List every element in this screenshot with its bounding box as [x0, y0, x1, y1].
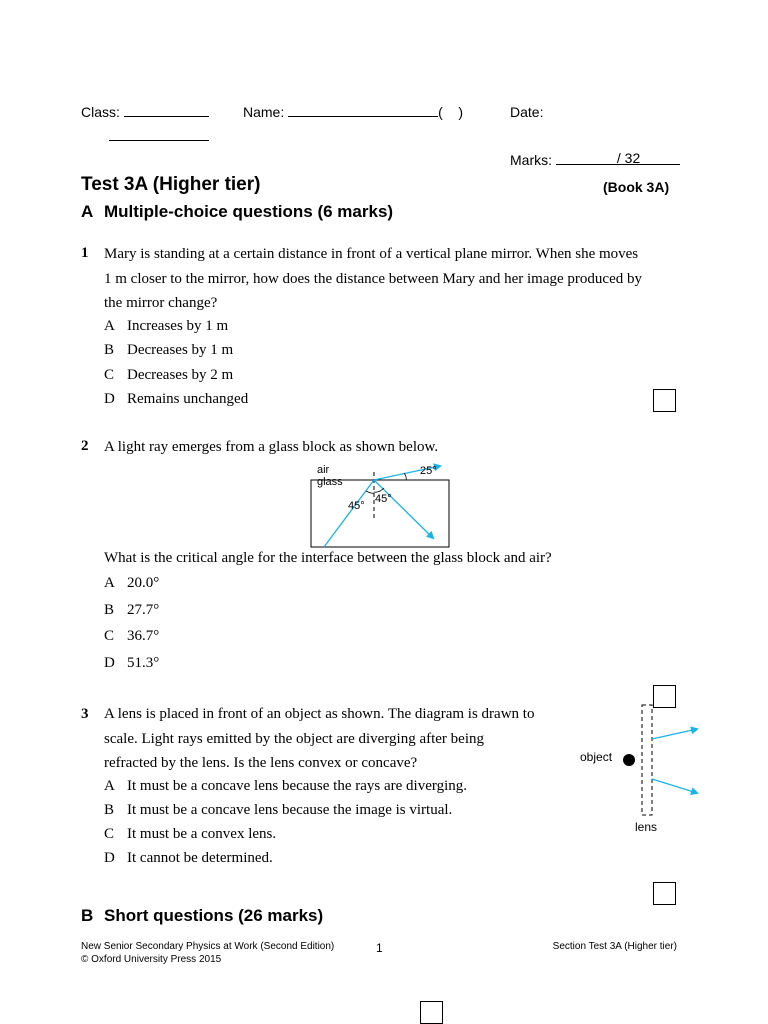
question-1-text [104, 242, 684, 316]
option-letter: D [104, 850, 115, 866]
marks-label: Marks: [510, 152, 552, 168]
option-text: Decreases by 2 m [127, 367, 234, 383]
incident-ray [324, 480, 374, 547]
question-3-answer-box[interactable] [653, 882, 676, 905]
marks-total: / 32 [616, 150, 641, 166]
option-letter: B [104, 342, 115, 358]
object-dot [623, 754, 635, 766]
air-label: air [317, 464, 330, 476]
diverging-ray-upper [652, 729, 697, 739]
angle-left-label: 45° [348, 500, 365, 512]
question-2-option-b [104, 602, 159, 619]
marks-field [510, 152, 680, 168]
question-1-answer-box[interactable] [653, 389, 676, 412]
option-letter: C [104, 367, 115, 383]
question-3-number: 3 [81, 706, 89, 722]
class-blank [124, 104, 209, 117]
section-a-letter: A [81, 202, 94, 221]
diverging-ray-lower [652, 779, 697, 793]
option-letter: B [104, 602, 115, 618]
option-text: 20.0° [127, 575, 160, 591]
question-2-option-d [104, 655, 159, 672]
question-3-option-a [104, 778, 467, 795]
question-1-option-c [104, 367, 233, 384]
date-label: Date: [510, 104, 544, 120]
question-1-option-b [104, 342, 233, 359]
question-text-line: refracted by the lens. Is the lens convex or concave? [104, 755, 418, 771]
option-letter: D [104, 391, 115, 407]
question-1-option-a [104, 318, 228, 335]
glass-label: glass [317, 476, 343, 488]
option-text: It must be a concave lens because the rays are diverging. [127, 778, 468, 794]
question-1-number: 1 [81, 245, 89, 261]
option-text: Remains unchanged [127, 391, 249, 407]
bottom-answer-box[interactable] [420, 1001, 443, 1024]
option-text: It must be a concave lens because the image is virtual. [127, 802, 453, 818]
question-3-option-b [104, 802, 452, 819]
footer-left [81, 940, 334, 966]
option-letter: A [104, 318, 115, 334]
option-text: It cannot be determined. [127, 850, 273, 866]
class-blank-continued [109, 128, 209, 141]
class-label: Class: [81, 104, 120, 120]
option-letter: D [104, 655, 115, 671]
question-2-option-c [104, 628, 159, 645]
option-text: It must be a convex lens. [127, 826, 277, 842]
section-a-heading [81, 202, 393, 222]
angle-arc-top [404, 473, 406, 480]
option-letter: A [104, 778, 115, 794]
question-3-option-c [104, 826, 276, 843]
option-text: Increases by 1 m [127, 318, 229, 334]
class-field [81, 104, 209, 120]
angle-arc-left [366, 491, 374, 493]
page-title: Test 3A (Higher tier) [81, 174, 261, 195]
question-2-prompt: What is the critical angle for the interface between the glass block and air? [104, 550, 552, 566]
name-blank [288, 104, 438, 117]
name-field [243, 104, 463, 120]
option-text: Decreases by 1 m [127, 342, 234, 358]
object-label: object [580, 750, 613, 764]
footer-right: Section Test 3A (Higher tier) [552, 941, 677, 952]
name-label: Name: [243, 104, 285, 120]
class-number-bracket: ( ) [438, 104, 464, 120]
section-b-heading [81, 906, 323, 926]
angle-top-label: 25° [420, 465, 437, 477]
question-text-line: Mary is standing at a certain distance in front of a vertical plane mirror. When she moves [104, 246, 639, 262]
question-3-text [104, 702, 534, 776]
section-a-title: Multiple-choice questions (6 marks) [104, 202, 394, 221]
page-number: 1 [376, 941, 383, 955]
angle-right-label: 45° [375, 493, 392, 505]
question-1-option-d [104, 391, 248, 408]
marks-blank [556, 152, 680, 165]
book-label: (Book 3A) [603, 179, 670, 195]
question-text-line: 1 m closer to the mirror, how does the distance between Mary and her image produced by [104, 270, 642, 287]
lens [642, 705, 652, 815]
section-b-letter: B [81, 906, 94, 925]
option-letter: A [104, 575, 115, 591]
option-letter: B [104, 802, 115, 818]
glass-block-diagram [300, 458, 460, 553]
option-letter: C [104, 826, 115, 842]
question-text-line: scale. Light rays emitted by the object are diverging after being [104, 730, 485, 747]
option-text: 36.7° [127, 628, 160, 644]
question-3-option-d [104, 850, 273, 867]
footer-copyright: © Oxford University Press 2015 [81, 954, 222, 965]
lens-label: lens [635, 820, 658, 834]
question-text-line: A lens is placed in front of an object as shown. The diagram is drawn to [104, 706, 535, 722]
lens-diagram [575, 700, 705, 840]
question-2-text: A light ray emerges from a glass block as shown below. [104, 439, 439, 455]
option-letter: C [104, 628, 115, 644]
section-b-title: Short questions (26 marks) [104, 906, 324, 925]
question-text-line: the mirror change? [104, 295, 218, 311]
option-text: 27.7° [127, 602, 160, 618]
option-text: 51.3° [127, 655, 160, 671]
question-2-option-a [104, 575, 159, 592]
footer-book-title: New Senior Secondary Physics at Work (Second Edition) [81, 941, 335, 952]
question-2-number: 2 [81, 438, 89, 454]
